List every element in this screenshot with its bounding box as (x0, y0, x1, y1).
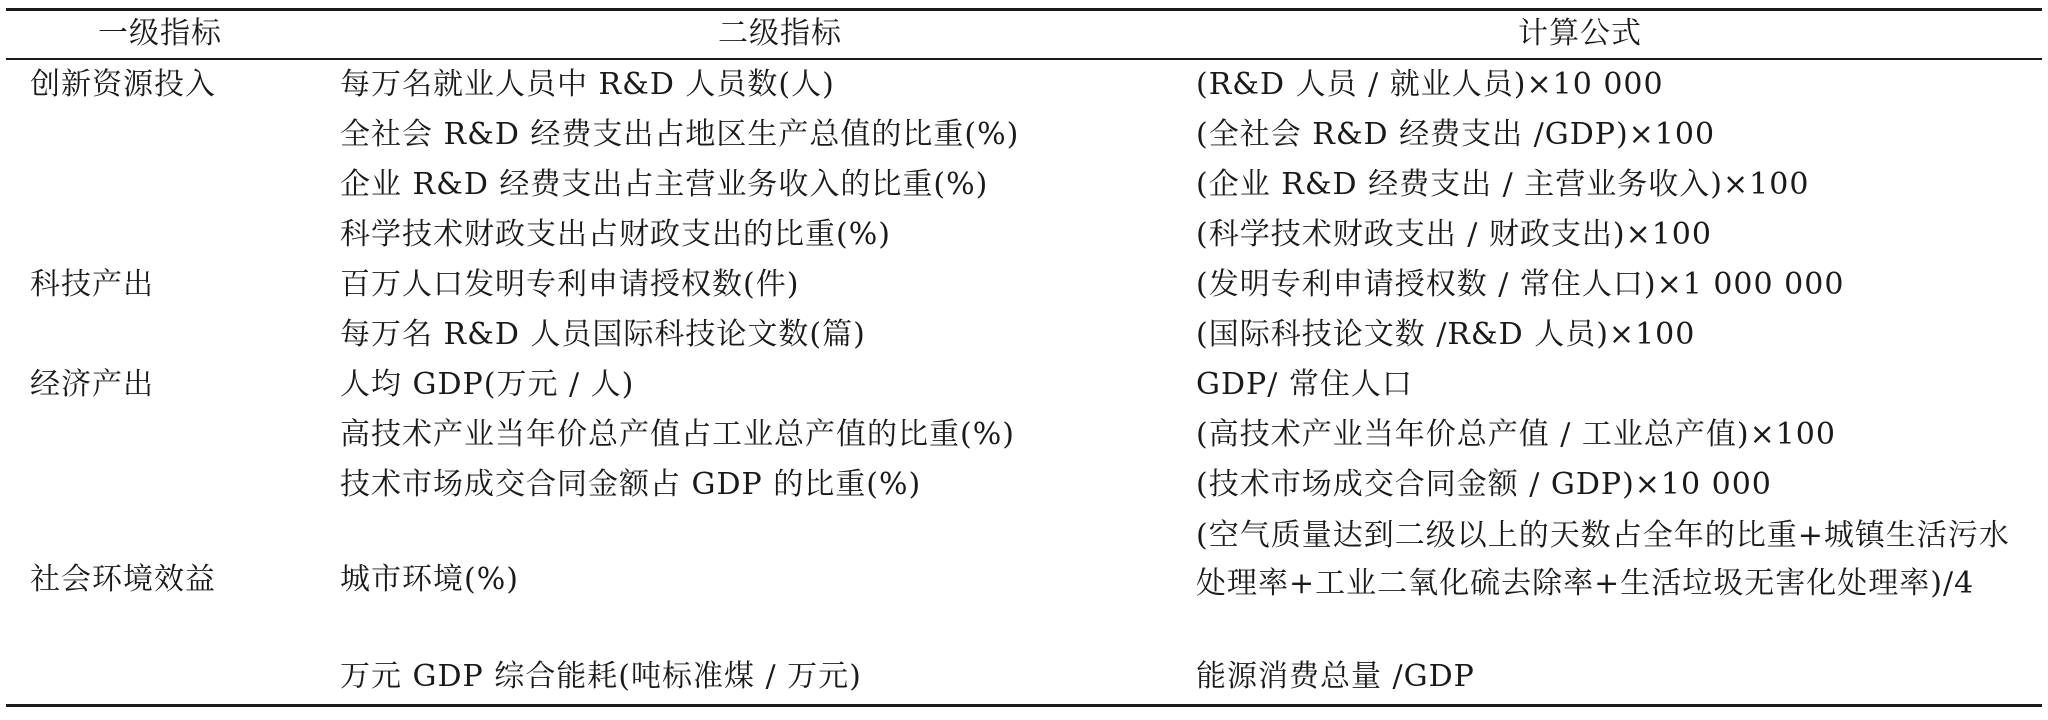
header-level2: 二级指标 (718, 16, 842, 51)
row-level2: 城市环境(%) (340, 562, 519, 597)
row-level1: 创新资源投入 (30, 67, 216, 102)
row-level2: 企业 R&D 经费支出占主营业务收入的比重(%) (340, 167, 989, 202)
table-bottom-rule (6, 704, 2042, 707)
row-formula: (R&D 人员 / 就业人员)×10 000 (1196, 67, 1664, 102)
row-level1: 经济产出 (30, 367, 154, 402)
row-formula: (科学技术财政支出 / 财政支出)×100 (1196, 217, 1712, 252)
row-level1: 社会环境效益 (30, 562, 216, 597)
row-level2: 每万名 R&D 人员国际科技论文数(篇) (340, 317, 866, 352)
row-level2: 人均 GDP(万元 / 人) (340, 367, 635, 402)
header-rule (6, 58, 2042, 60)
row-formula: (企业 R&D 经费支出 / 主营业务收入)×100 (1196, 167, 1810, 202)
row-level2: 全社会 R&D 经费支出占地区生产总值的比重(%) (340, 117, 1020, 152)
row-level2: 万元 GDP 综合能耗(吨标准煤 / 万元) (340, 659, 862, 694)
row-formula: GDP/ 常住人口 (1196, 367, 1413, 402)
row-formula: (国际科技论文数 /R&D 人员)×100 (1196, 317, 1696, 352)
row-level2: 技术市场成交合同金额占 GDP 的比重(%) (340, 467, 922, 502)
row-level2: 科学技术财政支出占财政支出的比重(%) (340, 217, 891, 252)
row-formula: (高技术产业当年价总产值 / 工业总产值)×100 (1196, 417, 1836, 452)
table-top-rule (6, 8, 2042, 11)
row-level2: 每万名就业人员中 R&D 人员数(人) (340, 67, 835, 102)
header-formula: 计算公式 (1518, 16, 1642, 51)
row-formula: 能源消费总量 /GDP (1196, 659, 1475, 694)
row-formula: (全社会 R&D 经费支出 /GDP)×100 (1196, 117, 1716, 152)
row-formula: (发明专利申请授权数 / 常住人口)×1 000 000 (1196, 267, 1845, 302)
row-formula: (技术市场成交合同金额 / GDP)×10 000 (1196, 467, 1772, 502)
row-level2: 高技术产业当年价总产值占工业总产值的比重(%) (340, 417, 1015, 452)
row-level2: 百万人口发明专利申请授权数(件) (340, 267, 800, 302)
row-formula: (空气质量达到二级以上的天数占全年的比重+城镇生活污水处理率+工业二氧化硫去除率+生活垃圾无害化处理率)/4 (1196, 518, 2010, 601)
header-level1: 一级指标 (98, 16, 222, 51)
row-level1: 科技产出 (30, 267, 154, 302)
